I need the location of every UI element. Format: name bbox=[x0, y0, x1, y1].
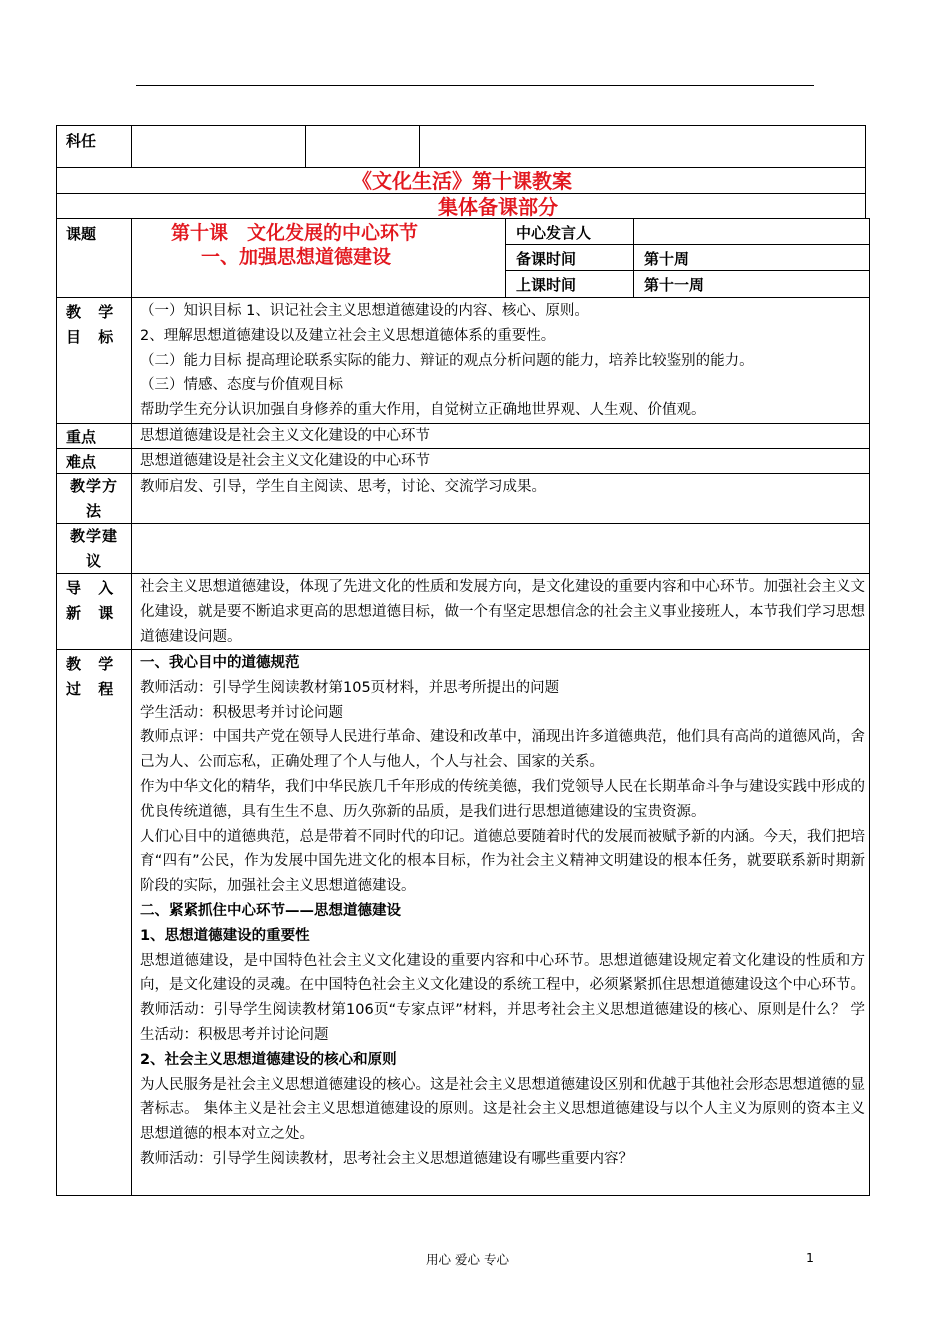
doc-subtitle: 集体备课部分 bbox=[438, 195, 558, 219]
process-paragraph: 为人民服务是社会主义思想道德建设的核心。这是社会主义思想道德建设区别和优越于其他社会形态思想道德的显著标志。 集体主义是社会主义思想道德建设的原则。这是社会主义思想道德建设与以个人主义为原则的资本主义思想道德的根本对立之处。 bbox=[140, 1076, 865, 1143]
process-heading: 2、社会主义思想道德建设的核心和原则 bbox=[140, 1051, 397, 1068]
topic-fields-divider bbox=[505, 219, 506, 297]
teacher-cell-1 bbox=[131, 126, 132, 168]
teacher-cell-2 bbox=[305, 126, 306, 168]
process-heading: 二、紧紧抓住中心环节——思想道德建设 bbox=[140, 902, 401, 919]
topic-line2: 一、加强思想道德建设 bbox=[201, 246, 392, 268]
process-paragraph: 教师点评：中国共产党在领导人民进行革命、建设和改革中，涌现出许多道德典范，他们具有高尚的道德风尚，舍己为人、公而忘私，正确处理了个人与他人，个人与社会、国家的关系。 bbox=[140, 729, 865, 771]
suggestion-text bbox=[132, 524, 869, 525]
topic-values-divider bbox=[633, 219, 634, 297]
goal-line: 2、理解思想道德建设以及建立社会主义思想道德体系的重要性。 bbox=[140, 327, 556, 344]
suggestion-label: 教学建议 bbox=[69, 527, 118, 570]
process-paragraph: 教师活动：引导学生阅读教材第105页材料，并思考所提出的问题 bbox=[140, 679, 560, 696]
teacher-row bbox=[56, 125, 866, 168]
process-heading: 一、我心目中的道德规范 bbox=[140, 655, 300, 671]
goal-line: （三）情感、态度与价值观目标 bbox=[140, 377, 343, 394]
goals-label: 教 学 目 标 bbox=[66, 303, 120, 346]
method-text: 教师启发、引导，学生自主阅读、思考，讨论、交流学习成果。 bbox=[140, 479, 546, 495]
difficulty-text: 思想道德建设是社会主义文化建设的中心环节 bbox=[140, 453, 430, 469]
goal-line: （一）知识目标 1、识记社会主义思想道德建设的内容、核心、原则。 bbox=[140, 303, 589, 319]
method-label: 教学方法 bbox=[69, 477, 118, 520]
key-point-text: 思想道德建设是社会主义文化建设的中心环节 bbox=[140, 428, 430, 444]
teacher-label: 科任 bbox=[66, 132, 97, 150]
process-paragraph: 作为中华文化的精华，我们中华民族几千年形成的传统美德，我们党领导人民在长期革命斗争与建设实践中形成的优良传统道德，具有生生不息、历久弥新的品质，是我们进行思想道德建设的宝贵资源。 bbox=[140, 778, 865, 820]
process-paragraph: 教师活动：引导学生阅读教材，思考社会主义思想道德建设有哪些重要内容？ bbox=[140, 1150, 633, 1167]
doc-title: 《文化生活》第十课教案 bbox=[352, 169, 572, 193]
process-label: 教 学 过 程 bbox=[66, 655, 120, 698]
lesson-table bbox=[56, 218, 870, 1196]
process-paragraph: 人们心目中的道德典范，总是带着不同时代的印记。道德总要随着时代的发展而被赋予新的内涵。今天，我们把培育“四有”公民，作为发展中国先进文化的根本目标，作为社会主义精神文明建设的根本任务，就要联系新时期新阶段的实际，加强社会主义思想道德建设。 bbox=[140, 828, 865, 895]
intro-label: 导 入 新 课 bbox=[66, 579, 120, 622]
process-content bbox=[132, 650, 869, 1172]
footer-motto: 用心 爱心 专心 bbox=[426, 1252, 509, 1267]
header-rule bbox=[136, 85, 814, 86]
teacher-cell-3 bbox=[419, 126, 420, 168]
intro-text: 社会主义思想道德建设，体现了先进文化的性质和发展方向，是文化建设的重要内容和中心环节。加强社会主义文化建设，就是要不断追求更高的思想道德目标，做一个有坚定思想信念的社会主义事业接班人，本节我们学习思想道德建设问题。 bbox=[140, 579, 865, 645]
topic-label: 课题 bbox=[66, 225, 97, 243]
goal-line: 帮助学生充分认识加强自身修养的重大作用，自觉树立正确地世界观、人生观、价值观。 bbox=[140, 402, 706, 419]
difficulty-label: 难点 bbox=[66, 453, 97, 471]
goal-line: （二）能力目标 提高理论联系实际的能力、辩证的观点分析问题的能力，培养比较鉴别的能力。 bbox=[140, 352, 754, 369]
title-row bbox=[56, 167, 866, 194]
class-time-label: 上课时间 bbox=[516, 276, 577, 294]
speaker-label: 中心发言人 bbox=[516, 224, 592, 242]
page-number: 1 bbox=[806, 1250, 814, 1265]
key-point-label: 重点 bbox=[66, 428, 97, 446]
process-heading: 1、思想道德建设的重要性 bbox=[140, 927, 310, 944]
process-paragraph: 学生活动：积极思考并讨论问题 bbox=[140, 704, 343, 721]
prep-time-label: 备课时间 bbox=[516, 250, 577, 268]
goals-content bbox=[132, 298, 869, 423]
topic-line1: 第十课 文化发展的中心环节 bbox=[171, 222, 419, 244]
prep-time-value: 第十周 bbox=[644, 250, 690, 268]
process-paragraph: 思想道德建设，是中国特色社会主义文化建设的重要内容和中心环节。思想道德建设规定着文化建设的性质和方向，是文化建设的灵魂。在中国特色社会主义文化建设的系统工程中，必须紧紧抓住思想道德建设这个中心环节。 教师活动：引导学生阅读教材第106页“专家点评”材料，并思考社会主义思想道德建设的核心、原则是什么？ 学生活动：积极思考并讨论问题 bbox=[140, 952, 865, 1043]
class-time-value: 第十一周 bbox=[644, 276, 705, 294]
